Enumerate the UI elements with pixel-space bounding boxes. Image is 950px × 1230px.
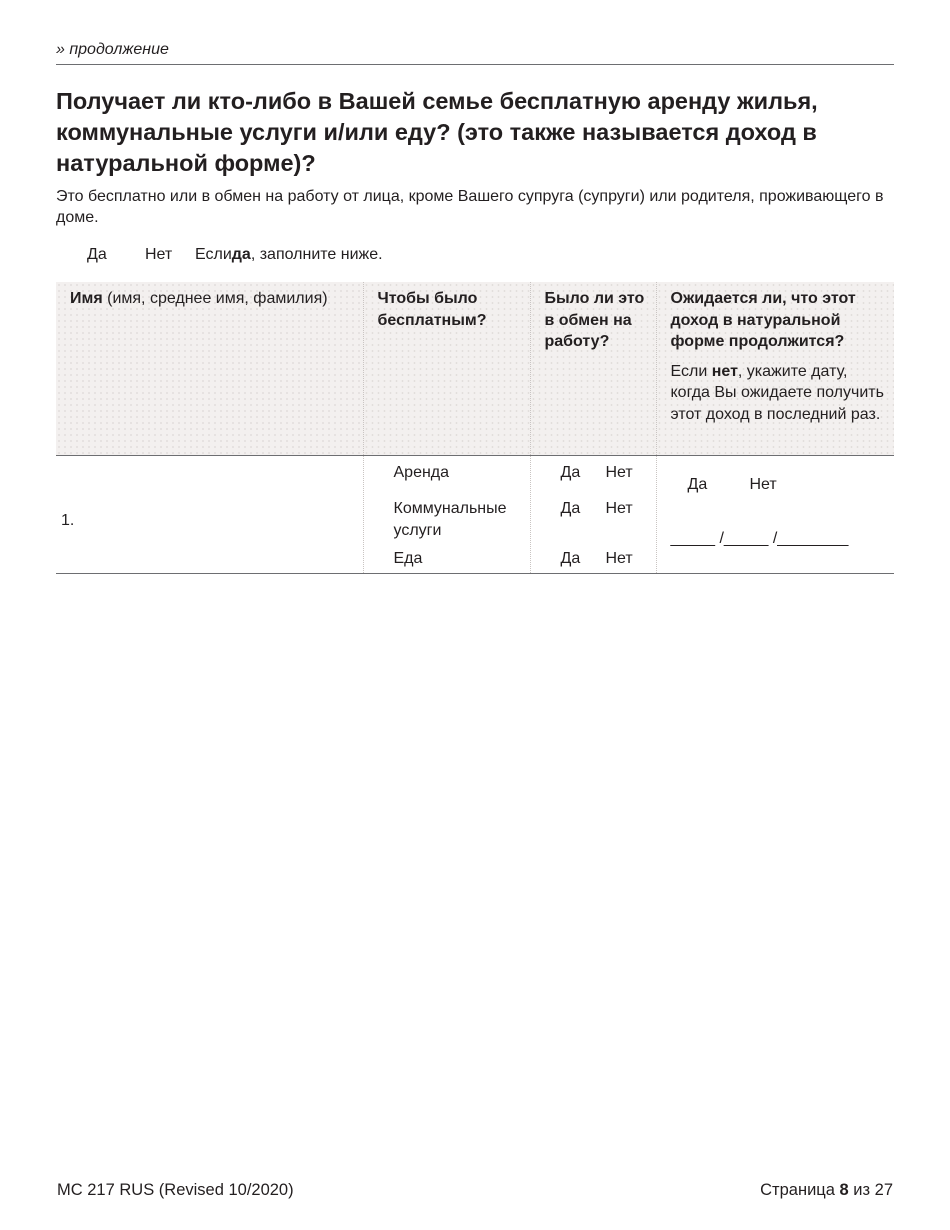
header-continue-note xyxy=(671,361,889,426)
header-name-rest: (имя, среднее имя, фамилия) xyxy=(102,290,328,307)
question-yes-option[interactable]: Да xyxy=(87,246,107,263)
instruction-prefix: Если xyxy=(195,246,232,263)
table-header-row xyxy=(56,282,894,456)
table-row xyxy=(56,456,894,574)
question-no-option[interactable]: Нет xyxy=(145,246,173,263)
instruction-bold: да xyxy=(231,246,251,263)
last-date-field[interactable]: _____ /_____ /________ xyxy=(670,529,849,547)
header-name-bold: Имя xyxy=(70,290,103,307)
continue-note-prefix: Если xyxy=(670,362,712,380)
page-number: 8 xyxy=(839,1181,849,1199)
utilities-work-no[interactable]: Нет xyxy=(605,500,633,517)
food-work-no[interactable]: Нет xyxy=(605,550,633,567)
continue-answer xyxy=(657,456,895,549)
header-continue-label: Ожидается ли, что этот доход в натуральной форме продолжится? xyxy=(670,290,856,350)
type-rent: Аренда xyxy=(393,464,450,481)
question-answer-row xyxy=(87,245,383,265)
row-continue-cell xyxy=(656,456,894,574)
page-mid: из xyxy=(848,1181,875,1199)
rent-work-yes[interactable]: Да xyxy=(560,464,581,481)
page-total: 27 xyxy=(874,1181,893,1199)
continue-yes[interactable]: Да xyxy=(687,476,708,493)
food-work-answer xyxy=(561,548,656,570)
rent-work-answer xyxy=(561,462,656,498)
work-answer-list xyxy=(531,456,656,570)
header-name xyxy=(56,282,363,456)
continue-no[interactable]: Нет xyxy=(749,476,777,493)
utilities-work-answer xyxy=(561,498,656,548)
page-prefix: Страница xyxy=(760,1181,840,1199)
page-indicator xyxy=(760,1180,893,1200)
header-continue xyxy=(656,282,894,456)
rent-work-no[interactable]: Нет xyxy=(605,464,633,481)
in-kind-income-table xyxy=(56,282,894,574)
utilities-work-yes[interactable]: Да xyxy=(560,500,581,517)
header-work xyxy=(530,282,656,456)
row-number: 1. xyxy=(61,512,75,529)
instruction-suffix: , заполните ниже. xyxy=(250,246,383,263)
continue-yn xyxy=(688,474,895,496)
row-name-cell[interactable] xyxy=(56,456,363,574)
type-food: Еда xyxy=(393,550,423,567)
type-list xyxy=(364,456,530,570)
question-instruction xyxy=(195,245,383,265)
type-utilities: Коммунальные услуги xyxy=(393,500,507,539)
continue-note-bold: нет xyxy=(711,362,738,380)
continue-note-suffix: , укажите дату, когда Вы ожидаете получить этот доход в последний раз. xyxy=(670,362,884,423)
header-work-label: Было ли это в обмен на работу? xyxy=(544,290,645,350)
continuation-label: » продолжение xyxy=(56,40,894,65)
form-id: MC 217 RUS (Revised 10/2020) xyxy=(57,1181,294,1199)
question-description: Это бесплатно или в обмен на работу от лица, кроме Вашего супруга (супруги) или родителя, проживающего в доме. xyxy=(56,188,884,226)
row-types-cell xyxy=(363,456,530,574)
header-free xyxy=(363,282,530,456)
food-work-yes[interactable]: Да xyxy=(560,550,581,567)
row-work-cell xyxy=(530,456,656,574)
question-title: Получает ли кто-либо в Вашей семье бесплатную аренду жилья, коммунальные услуги и/или еду? (это также называется доход в натуральной форме)? xyxy=(56,88,818,176)
header-free-label: Чтобы было бесплатным? xyxy=(377,290,487,329)
